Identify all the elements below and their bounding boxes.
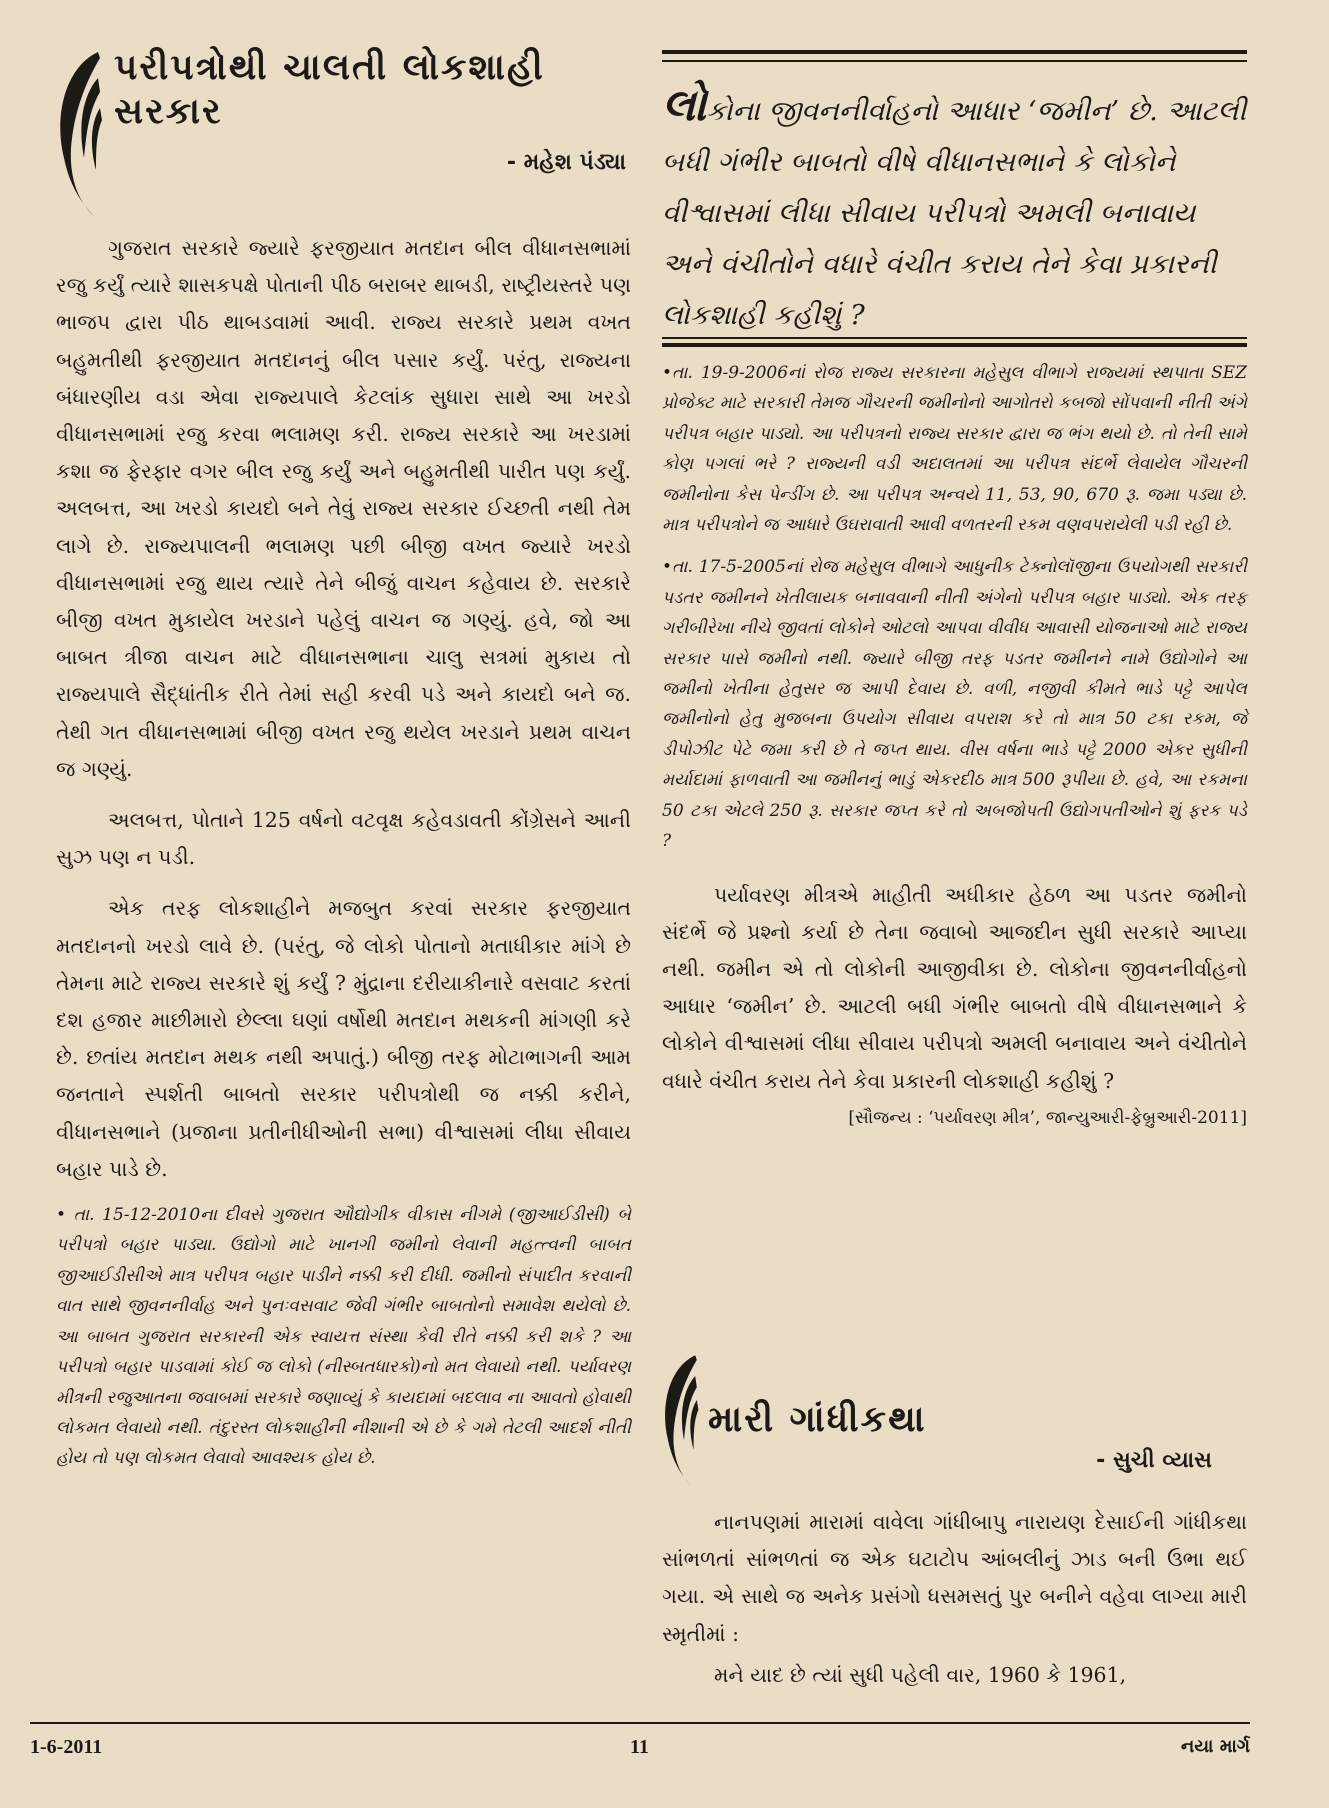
article-title-line1: પરીપત્રોથી ચાલતી લોકશાહી — [114, 47, 545, 88]
swirl-ornament-icon — [54, 48, 104, 218]
footer-date: 1-6-2011 — [30, 1736, 103, 1758]
article2-paragraph-1: નાનપણમાં મારામાં વાવેલા ગાંધીબાપુ નારાયણ દેસાઈની ગાંધીકથા સાંભળતાં સાંભળતાં જ એક ઘટાટોપ આંબલીનું ઝાડ બની ઉભા થઈ ગયા. એ સાથે જ અનેક પ્રસંગો ધસમસતું પુર બનીને વહેવા લાગ્યા મારી સ્મૃતીમાં : — [662, 1510, 1247, 1646]
article2-author: - સુચી વ્યાસ — [1096, 1448, 1212, 1473]
credit-line: [સૌજન્ય : ‘પર્યાવરણ મીત્ર’, જાન્યુઆરી-ફેબ્રુઆરી-2011] — [848, 1107, 1247, 1128]
mid-rule-thin — [662, 337, 1247, 339]
mid-rule — [662, 343, 1247, 347]
top-rule-thin — [662, 60, 1247, 62]
top-rule — [662, 50, 1247, 54]
right-notes — [662, 358, 1247, 1128]
article2-title: મારી ગાંધીકથા — [708, 1399, 927, 1440]
pull-quote-text: કોના જીવનનીર્વાહનો આધાર ‘જમીન’ છે. આટલી બધી ગંભીર બાબતો વીષે વીધાનસભાને કે લોકોને વીશ્વાસમાં લીધા સીવાય પરીપત્રો અમલી બનાવાય અને વંચીતોને વધારે વંચીત કરાય તેને કેવા પ્રકારની લોકશાહી કહીશું ? — [662, 95, 1247, 331]
pull-quote-initial: લો — [662, 80, 707, 131]
footer-page-number: 11 — [630, 1736, 649, 1758]
article-author: - મહેશ પંડ્યા — [506, 150, 626, 175]
article-title-line2: સરકાર — [114, 91, 223, 132]
footer-rule — [30, 1722, 1250, 1724]
footer-publication: નયા માર્ગ — [1180, 1736, 1250, 1757]
pull-quote — [662, 80, 1247, 341]
article-body — [56, 230, 631, 1474]
article2-body — [662, 1504, 1247, 1694]
page-footer — [30, 1736, 1250, 1776]
body-paragraph-2: અલબત્ત, પોતાને 125 વર્ષનો વટવૃક્ષ કહેવડાવતી કોંગ્રેસને આની સુઝ પણ ન પડી. — [56, 808, 631, 870]
body-paragraph-1: ગુજરાત સરકારે જ્યારે ફરજીયાત મતદાન બીલ વીધાનસભામાં રજુ કર્યું ત્યારે શાસકપક્ષે પોતાની પીઠ બરાબર થાબડી, રાષ્ટ્રીયસ્તરે પણ ભાજપ દ્વારા પીઠ થાબડવામાં આવી. રાજ્ય સરકારે પ્રથમ વખત બહુમતીથી ફરજીયાત મતદાનનું બીલ પસાર કર્યું. પરંતુ, રાજ્યના બંધારણીય વડા એવા રાજ્યપાલે કેટલાંક સુધારા સાથે આ ખરડો વીધાનસભામાં રજુ કરવા ભલામણ કરી. રાજ્ય સરકારે આ ખરડામાં કશા જ ફેરફાર વગર બીલ રજુ કર્યું અને બહુમતીથી પારીત પણ કર્યું. અલબત્ત, આ ખરડો કાયદો બને તેવું રાજ્ય સરકાર ઈચ્છતી નથી તેમ લાગે છે. રાજ્યપાલની ભલામણ પછી બીજી વખત જ્યારે ખરડો વીધાનસભામાં રજુ થાય ત્યારે તેને બીજું વાચન કહેવાય છે. સરકારે બીજી વખત મુકાયેલ ખરડાને પહેલું વાચન જ ગણ્યું. હવે, જો આ બાબત ત્રીજા વાચન માટે વીધાનસભાના ચાલુ સત્રમાં મુકાય તો રાજ્યપાલે સૈદ્ધાંતીક રીતે તેમાં સહી કરવી પડે અને કાયદો બને જ. તેથી ગત વીધાનસભામાં બીજી વખત રજુ થયેલ ખરડાને પ્રથમ વાચન જ ગણ્યું. — [56, 236, 631, 781]
note-gidc: • તા. 15-12-2010ના દીવસે ગુજરાત ઔદ્યોગીક વીકાસ નીગમે (જીઆઈડીસી) બે પરીપત્રો બહાર પાડ્યા. ઉદ્યોગો માટે ખાનગી જમીનો લેવાની મહત્ત્વની બાબત જીઆઈડીસીએ માત્ર પરીપત્ર બહાર પાડીને નક્કી કરી દીધી. જમીનો સંપાદીત કરવાની વાત સાથે જીવનનીર્વાહ અને પુનઃવસવાટ જેવી ગંભીર બાબતોનો સમાવેશ થયેલો છે. આ બાબત ગુજરાત સરકારની એક સ્વાયત્ત સંસ્થા કેવી રીતે નક્કી કરી શકે ? આ પરીપત્રો બહાર પાડવામાં કોઈ જ લોકો (નીસ્બતધારકો)નો મત લેવાયો નથી. પર્યાવરણ મીત્રની રજુઆતના જવાબમાં સરકારે જણાવ્યું કે કાયદામાં બદલાવ ના આવતો હોવાથી લોકમત લેવાયો નથી. તંદુરસ્ત લોકશાહીની નીશાની એ છે કે ગમે તેટલી આદર્શ નીતી હોય તો પણ લોકમત લેવાવો આવશ્યક હોય છે. — [56, 1205, 631, 1469]
article-title — [114, 46, 634, 134]
article2-paragraph-2: મને યાદ છે ત્યાં સુધી પહેલી વાર, 1960 કે 1961, — [714, 1662, 1127, 1687]
body-paragraph-3: એક તરફ લોકશાહીને મજબુત કરવાં સરકાર ફરજીયાત મતદાનનો ખરડો લાવે છે. (પરંતુ, જે લોકો પોતાનો મતાધીકાર માંગે છે તેમના માટે રાજ્ય સરકારે શું કર્યું ? મુંદ્રાના દરીયાકીનારે વસવાટ કરતાં દશ હજાર માછીમારો છેલ્લા ઘણાં વર્ષોથી મતદાન મથકની માંગણી કરે છે. છતાંય મતદાન મથક નથી અપાતું.) બીજી તરફ મોટાભાગની આમ જનતાને સ્પર્શતી બાબતો સરકાર પરીપત્રોથી જ નક્કી કરીને, વીધાનસભાને (પ્રજાના પ્રતીનીધીઓની સભા) વીશ્વાસમાં લીધા સીવાય બહાર પાડે છે. — [56, 896, 631, 1181]
right-body-paragraph: પર્યાવરણ મીત્રએ માહીતી અધીકાર હેઠળ આ પડતર જમીનો સંદર્ભે જે પ્રશ્નો કર્યા છે તેના જવાબો આજદીન સુધી સરકારે આપ્યા નથી. જમીન એ તો લોકોની આજીવીકા છે. લોકોના જીવનનીર્વાહનો આધાર ‘જમીન’ છે. આટલી બધી ગંભીર બાબતો વીષે વીધાનસભાને કે લોકોને વીશ્વાસમાં લીધા સીવાય પરીપત્રો અમલી બનાવાય અને વંચીતોને વધારે વંચીત કરાય તેને કેવા પ્રકારની લોકશાહી કહીશું ? — [662, 882, 1247, 1093]
note-wasteland: •તા. 17-5-2005નાં રોજ મહેસુલ વીભાગે આધુનીક ટેક્નોલૉજીના ઉપયોગથી સરકારી પડતર જમીનને ખેતીલાયક બનાવવાની નીતી અંગેનો પરીપત્ર બહાર પાડ્યો. એક તરફ ગરીબીરેખા નીચે જીવતાં લોકોને ઓટલો આપવા વીવીધ આવાસી યોજનાઓ માટે રાજ્ય સરકાર પાસે જમીનો નથી. જ્યારે બીજી તરફ પડતર જમીનને નામે ઉદ્યોગોને આ જમીનો ખેતીના હેતુસર જ આપી દેવાય છે. વળી, નજીવી કીમતે ભાડે પટ્ટે આપેલ જમીનોનો હેતુ મુજબના ઉપયોગ સીવાય વપરાશ કરે તો માત્ર 50 ટકા રકમ, જે ડીપોઝીટ પેટે જમા કરી છે તે જપ્ત થાય. વીસ વર્ષના ભાડે પટ્ટે 2000 એકર સુધીની મર્યાદામાં ફાળવાતી આ જમીનનું ભાડું એકરદીઠ માત્ર 500 રૂપીયા છે. હવે, આ રકમના 50 ટકા એટલે 250 રૂ. સરકાર જપ્ત કરે તો અબજોપતી ઉદ્યોગપતીઓને શું ફરક પડે ? — [662, 557, 1247, 852]
note-sez: •તા. 19-9-2006નાં રોજ રાજ્ય સરકારના મહેસુલ વીભાગે રાજ્યમાં સ્થપાતા SEZ પ્રોજેક્ટ માટે સરકારી તેમજ ગૌચરની જમીનોનો આગોતરો કબજો સોંપવાની નીતી અંગે પરીપત્ર બહાર પાડ્યો. આ પરીપત્રનો રાજ્ય સરકાર દ્વારા જ ભંગ થયો છે. તો તેની સામે કોણ પગલાં ભરે ? રાજ્યની વડી અદાલતમાં આ પરીપત્ર સંદર્ભે લેવાયેલ ગૌચરની જમીનોના કેસ પેન્ડીંગ છે. આ પરીપત્ર અન્વયે 11, 53, 90, 670 રૂ. જમા પડ્યા છે. માત્ર પરીપત્રોને જ આધારે ઉઘરાવાતી આવી વળતરની રકમ વણવપરાયેલી પડી રહી છે. — [662, 363, 1247, 536]
